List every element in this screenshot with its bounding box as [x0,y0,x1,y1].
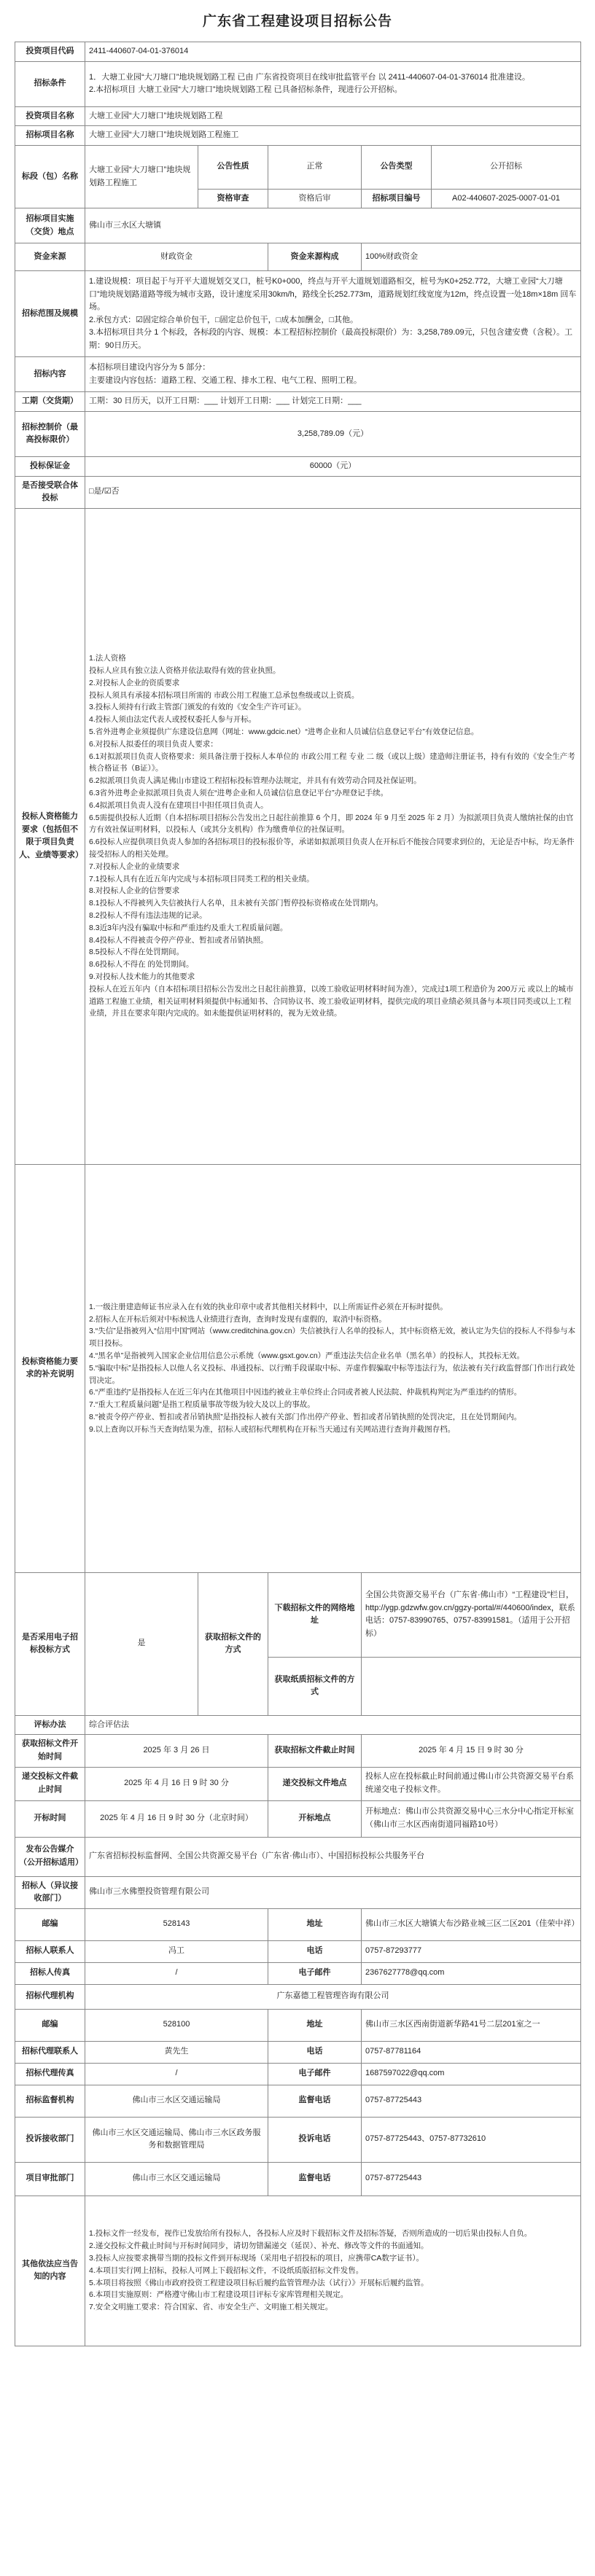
credit-line: 6.“严重违约”是指投标人在近三年内在其他项目中因违约被业主单位终止合同或者被人民法院、仲裁机构判定为严重违约的情形。 [89,1388,522,1397]
other-line: 5.本项目将按照《佛山市政府投资工程建设项目标后履约监管管理办法（试行）》开展标后履约监管。 [89,2278,429,2287]
credit-line: 3.“失信”是指被列入“信用中国”网站（www.creditchina.gov.cn）失信被执行人名单的投标人，其中标资格无效，被认定为失信的投标人不得参与本项目投标。 [89,1327,576,1349]
value-control-price: 3,258,789.09（元） [85,411,581,456]
scope-line: 3.本招标项目共分 1 个标段，各标段的内容、规模：本工程招标控制价（最高投标限价）为：3,258,789.09元，只包含建安费（含税）。工期：90日历天。 [89,328,573,351]
row-agent [15,1984,581,2009]
qualification-line: 6.对投标人拟委任的项目负责人要求： [89,739,218,749]
credit-line: 7.“重大工程质量问题”是指工程质量事故等级为较大及以上的事故。 [89,1400,315,1410]
value-project-name: 大塘工业园“大刀塘口”地块规划路工程 [85,106,581,126]
qualification-line: 8.2投标人不得有违法违规的记录。 [89,911,207,921]
qualification-line: 6.2拟派项目负责人满足佛山市建设工程招标投标管理办法规定，并具有有效劳动合同及社保证明。 [89,776,421,786]
label-agent-postcode: 邮编 [15,2009,85,2041]
row-tenderer-fax [15,1962,581,1984]
value-other [85,2196,581,2346]
value-tenderer-email[interactable]: 2367627778@qq.com [362,1962,581,1984]
label-bid-bond: 投标保证金 [15,456,85,476]
row-agent-contact [15,2041,581,2063]
label-opening-place: 开标地点 [268,1800,362,1837]
label-other: 其他依法应当告知的内容 [15,2196,85,2346]
value-doc-start: 2025 年 3 月 26 日 [85,1735,268,1767]
row-doc-time [15,1735,581,1767]
value-tenderer-phone: 0757-87293777 [362,1940,581,1962]
qualification-line: 投标人应具有独立法人资格并依法取得有效的营业执照。 [89,666,281,676]
notice-table [15,42,581,2346]
row-other [15,2196,581,2346]
label-consortium: 是否接受联合体投标 [15,476,85,508]
label-qualification-review: 资格审查 [198,189,268,208]
credit-line: 5.“骗取中标”是指投标人以他人名义投标、串通投标、以行贿手段谋取中标、弄虚作假骗取中标等违法行为，依法被有关行政监督部门作出行政处罚决定。 [89,1363,575,1385]
label-complaint-phone: 投诉电话 [268,2117,362,2162]
row-bidding-conditions [15,61,581,106]
value-agent-phone: 0757-87781164 [362,2041,581,2063]
label-section: 标段（包）名称 [15,145,85,208]
value-electronic: 是 [85,1572,198,1715]
label-control-price: 招标控制价（最高投标限价） [15,411,85,456]
row-credit [15,1164,581,1572]
value-qualification [85,508,581,1164]
label-location: 招标项目实施（交货）地点 [15,208,85,243]
label-tenderer-email: 电子邮件 [268,1962,362,1984]
label-tenderer: 招标人（异议接收部门） [15,1876,85,1908]
label-content: 招标内容 [15,357,85,392]
row-tender-project-name [15,126,581,146]
value-tenderer-postcode: 528143 [85,1908,268,1940]
label-notice-nature: 公告性质 [198,145,268,189]
value-opening-time: 2025 年 4 月 16 日 9 时 30 分（北京时间） [85,1800,268,1837]
qualification-line: 6.4拟派项目负责人没有在建项目中担任项目负责人。 [89,800,268,810]
credit-line: 2.招标人在开标后须对中标候选人业绩进行查询，查询时发现有虚假的，取消中标资格。 [89,1314,386,1324]
label-approval-phone: 监督电话 [268,2162,362,2196]
label-tenderer-contact: 招标人联系人 [15,1940,85,1962]
value-agent-email[interactable]: 1687597022@qq.com [362,2063,581,2085]
row-tenderer-address [15,1908,581,1940]
row-complaint [15,2117,581,2162]
row-consortium [15,476,581,508]
qualification-line: 投标人须具有承接本招标项目所需的 市政公用工程施工总承包叁级或以上资质。 [89,690,359,700]
row-agent-address [15,2009,581,2041]
label-agent-contact: 招标代理联系人 [15,2041,85,2063]
qualification-line: 3.投标人须持有行政主管部门颁发的有效的《安全生产许可证》。 [89,703,306,712]
row-evaluation [15,1715,581,1735]
label-tenderer-phone: 电话 [268,1940,362,1962]
value-submit-place: 投标人应在投标截止时间前通过佛山市公共资源交易平台系统递交电子投标文件。 [362,1767,581,1800]
qualification-line: 8.对投标人企业的信誉要求 [89,886,180,896]
qualification-line: 8.5投标人不得在处罚期间。 [89,948,184,957]
label-get-doc-method: 获取招标文件的方式 [198,1572,268,1715]
row-funding [15,243,581,271]
value-approval-phone: 0757-87725443 [362,2162,581,2196]
label-tenderer-address: 地址 [268,1908,362,1940]
value-period: 工期：30 日历天，以开工日期：___ 计划开工日期：___ 计划完工日期：___ [85,392,581,412]
qualification-line: 8.1投标人不得被列入失信被执行人名单，且未被有关部门暂停投标资格或在处罚期内。 [89,899,384,908]
row-deadline [15,1767,581,1800]
label-agent: 招标代理机构 [15,1984,85,2009]
value-approval: 佛山市三水区交通运输局 [85,2162,268,2196]
row-tenderer [15,1876,581,1908]
row-control-price [15,411,581,456]
other-line: 6.本项目实施原则：严格遵守佛山市工程建设项目评标专家库管理相关规定。 [89,2290,349,2300]
qualification-line: 8.6投标人不得在 的处罚期间。 [89,960,194,969]
qualification-line: 2.对投标人企业的资质要求 [89,678,180,687]
value-project-code: 2411-440607-04-01-376014 [85,42,581,62]
notice-title: 广东省工程建设项目招标公告 [202,14,392,29]
label-tender-code: 招标项目编号 [362,189,432,208]
value-tenderer: 佛山市三水佛塑投资管理有限公司 [85,1876,581,1908]
label-agent-address: 地址 [268,2009,362,2041]
row-supervision [15,2085,581,2117]
row-approval [15,2162,581,2196]
label-funding-ratio: 资金来源构成 [268,243,362,271]
label-notice-type: 公告类型 [362,145,432,189]
row-content [15,357,581,392]
label-opening-time: 开标时间 [15,1800,85,1837]
label-project-code: 投资项目代码 [15,42,85,62]
value-location: 佛山市三水区大塘镇 [85,208,581,243]
value-media: 广东省招标投标监督网、全国公共资源交易平台（广东省·佛山市）、中国招标投标公共服务平台 [85,1837,581,1876]
qualification-line: 7.对投标人企业的业绩要求 [89,862,180,871]
qualification-line: 8.4投标人不得被责令停产停业、暂扣或者吊销执照。 [89,935,268,945]
content-line: 主要建设内容包括：道路工程、交通工程、排水工程、电气工程、照明工程。 [89,375,362,385]
label-complaint: 投诉接收部门 [15,2117,85,2162]
value-qualification-review: 资格后审 [268,189,362,208]
row-media [15,1837,581,1876]
value-notice-type: 公开招标 [432,145,581,189]
row-project-code [15,42,581,62]
qualification-line: 8.3近3年内没有骗取中标和严重违约及重大工程质量问题。 [89,923,288,932]
value-agent-postcode: 528100 [85,2009,268,2041]
value-content [85,357,581,392]
label-qualification: 投标人资格能力要求（包括但不限于项目负责人、业绩等要求） [15,508,85,1164]
value-deadline: 2025 年 4 月 16 日 9 时 30 分 [85,1767,268,1800]
value-bidding-conditions [85,61,581,106]
condition-line: 2.本招标项目 大塘工业园“大刀塘口”地块规划路工程 已具备招标条件，现进行公开招标。 [89,85,402,95]
label-tenderer-postcode: 邮编 [15,1908,85,1940]
row-opening [15,1800,581,1837]
value-agent-contact: 黄先生 [85,2041,268,2063]
row-electronic [15,1572,581,1657]
value-notice-nature: 正常 [268,145,362,189]
value-complaint-phone: 0757-87725443、0757-87732610 [362,2117,581,2162]
value-scope [85,271,581,357]
value-bid-bond: 60000（元） [85,456,581,476]
value-credit [85,1164,581,1572]
value-agent: 广东嘉德工程管理咨询有限公司 [85,1984,581,2009]
label-scope: 招标范围及规模 [15,271,85,357]
label-period: 工期（交货期） [15,392,85,412]
value-funding: 财政资金 [85,243,268,271]
label-electronic: 是否采用电子招标投标方式 [15,1572,85,1715]
row-project-name [15,106,581,126]
credit-line: 4.“黑名单”是指被列入国家企业信用信息公示系统（www.gsxt.gov.cn）严重违法失信企业名单（黑名单）的投标人，其投标无效。 [89,1351,525,1361]
row-tenderer-contact [15,1940,581,1962]
other-line: 3.投标人应按要求携带当期的投标文件到开标现场（采用电子招投标的项目，应携带CA数字证书）。 [89,2254,424,2263]
label-approval: 项目审批部门 [15,2162,85,2196]
scope-line: 2.承包方式：☑固定综合单价包干，□固定总价包干，□成本加酬金，□其他。 [89,315,358,324]
value-tenderer-fax: / [85,1962,268,1984]
condition-line: 1．大塘工业园“大刀塘口”地块规划路工程 已由 广东省投资项目在线审批监管平台 以 2411-440607-04-01-376014 批准建设。 [89,72,530,82]
label-agent-email: 电子邮件 [268,2063,362,2085]
qualification-line: 4.投标人须由法定代表人或授权委托人参与开标。 [89,715,257,725]
label-download-address: 下载招标文件的网络地址 [268,1572,362,1657]
content-line: 本招标项目建设内容分为 5 部分： [89,363,211,372]
row-scope [15,271,581,357]
credit-line: 9.以上查询以开标当天查询结果为准，招标人或招标代理机构在开标当天通过有关网站进行查询并截图存档。 [89,1424,456,1434]
label-credit: 投标资格能力要求的补充说明 [15,1164,85,1572]
value-supervision: 佛山市三水区交通运输局 [85,2085,268,2117]
label-doc-start: 获取招标文件开始时间 [15,1735,85,1767]
qualification-line: 投标人在近五年内（自本招标项目招标公告发出之日起往前推算，以竣工验收证明材料时间为准），完成过1项工程造价为 200万元 或以上的城市道路工程施工业绩，相关证明材料须提供中标通知书、合同协议书、竣工验收证明材料，提供完成的项目业绩必须具备与本项目同类或以上工程业绩，并且在要求年限内完成的。如未能提供证明材料的，视为无效业绩。 [89,984,574,1018]
qualification-line: 5.省外进粤企业须提供广东建设信息网（网址：www.gdcic.net）“进粤企业和人员诚信信息登记平台”有效登记信息。 [89,727,479,737]
value-complaint: 佛山市三水区交通运输局、佛山市三水区政务服务和数据管理局 [85,2117,268,2162]
label-evaluation: 评标办法 [15,1715,85,1735]
value-supervision-phone: 0757-87725443 [362,2085,581,2117]
other-line: 2.递交投标文件截止时间与开标时间同步，请切勿错漏递交（延误）、补充、修改等文件的书面通知。 [89,2241,429,2251]
scope-line: 1.建设规模：项目起于与开平大道规划交叉口，桩号K0+000，终点与开平大道规划道路相交，桩号为K0+252.772，大塘工业园“大刀塘口”地块规划路道路等级为城市支路，设计速度采用30km/h，路线全长252.773m，道路规划红线宽度为12m，终点设置一处18m×18m 回车场。 [89,277,577,312]
label-tender-project-name: 招标项目名称 [15,126,85,146]
label-deadline: 递交投标文件截止时间 [15,1767,85,1800]
value-funding-ratio: 100%财政资金 [362,243,581,271]
value-paper-doc-method [362,1657,581,1715]
row-location [15,208,581,243]
credit-line: 1.一级注册建造师证书应录入在有效的执业印章中或者其他相关材料中，以上所需证件必须在开标时提供。 [89,1302,448,1311]
other-line: 4.本项目实行网上招标，投标人可网上下载招标文件，不设纸质版招标文件发售。 [89,2265,364,2275]
label-doc-end: 获取招标文件截止时间 [268,1735,362,1767]
notice-page [15,0,580,2346]
value-tender-code: A02-440607-2025-0007-01-01 [432,189,581,208]
qualification-line: 1.法人资格 [89,654,126,663]
value-doc-end: 2025 年 4 月 15 日 9 时 30 分 [362,1735,581,1767]
label-paper-doc-method: 获取纸质招标文件的方式 [268,1657,362,1715]
label-agent-fax: 招标代理传真 [15,2063,85,2085]
label-tenderer-fax: 招标人传真 [15,1962,85,1984]
row-agent-fax [15,2063,581,2085]
qualification-line: 7.1投标人具有在近五年内完成与本招标项目同类工程的相关业绩。 [89,874,314,883]
label-agent-phone: 电话 [268,2041,362,2063]
row-period [15,392,581,412]
qualification-line: 6.3省外进粤企业拟派项目负责人须在“进粤企业和人员诚信信息登记平台”办理登记手续。 [89,789,389,798]
label-supervision-phone: 监督电话 [268,2085,362,2117]
label-bidding-conditions: 招标条件 [15,61,85,106]
other-line: 1.投标文件一经发布，视作已发放给所有投标人，各投标人应及时下载招标文件及招标答疑，否则所造成的一切后果由投标人自负。 [89,2229,532,2239]
value-agent-address: 佛山市三水区西南街道新华路41号二层201室之一 [362,2009,581,2041]
label-media: 发布公告媒介（公开招标适用） [15,1837,85,1876]
row-qualification [15,508,581,1164]
row-section [15,145,581,189]
label-supervision: 招标监督机构 [15,2085,85,2117]
qualification-line: 6.1对拟派项目负责人资格要求：须具备注册于投标人本单位的 市政公用工程 专业 二 级（或以上级）建造师注册证书，持有有效的《安全生产考核合格证书（B证）》。 [89,752,575,773]
qualification-line: 6.6投标人应提供项目负责人参加的各招标项目的投标报价等，承诺如拟派项目负责人在开标后不能按合同要求到位的，无论是否中标，均无条件接受招标人的相关处理。 [89,838,575,859]
qualification-line: 9.对投标人技术能力的其他要求 [89,972,195,982]
value-tenderer-contact: 冯工 [85,1940,268,1962]
qualification-line: 6.5需提供投标人近期（自本招标项目招标公告发出之日起往前推算 6 个月，即 2024 年 9 月至 2025 年 2 月）为拟派项目负责人缴纳社保的由官方有效社保证明材料，以投标人（或其分支机构）作为缴费单位的社保证明。 [89,813,574,835]
credit-line: 8.“被责令停产停业、暂扣或者吊销执照”是指投标人被有关部门作出停产停业、暂扣或者吊销执照的处罚决定，且在处罚期间内。 [89,1413,522,1422]
other-line: 7.安全文明施工要求：符合国家、省、市安全生产、文明施工相关规定。 [89,2303,333,2312]
value-tender-project-name: 大塘工业园“大刀塘口”地块规划路工程施工 [85,126,581,146]
value-agent-fax: / [85,2063,268,2085]
value-opening-place: 开标地点：佛山市公共资源交易中心三水分中心指定开标室（佛山市三水区西南街道同福路10号） [362,1800,581,1837]
row-bid-bond [15,456,581,476]
value-section-name: 大塘工业园“大刀塘口”地块规划路工程施工 [85,145,198,208]
label-project-name: 投资项目名称 [15,106,85,126]
value-evaluation: 综合评估法 [85,1715,581,1735]
value-download-address[interactable]: 全国公共资源交易平台（广东省·佛山市）“工程建设”栏目，http://ygp.gdzwfw.gov.cn/ggzy-portal/#/440600/index，联系电话：0757-83990765、0757-83991581。（适用于公开招标） [362,1572,581,1657]
label-submit-place: 递交投标文件地点 [268,1767,362,1800]
label-funding: 资金来源 [15,243,85,271]
value-tenderer-address: 佛山市三水区大塘镇大布沙路业城三区二区201（佳荣中祥） [362,1908,581,1940]
value-consortium: □是/☑否 [85,476,581,508]
